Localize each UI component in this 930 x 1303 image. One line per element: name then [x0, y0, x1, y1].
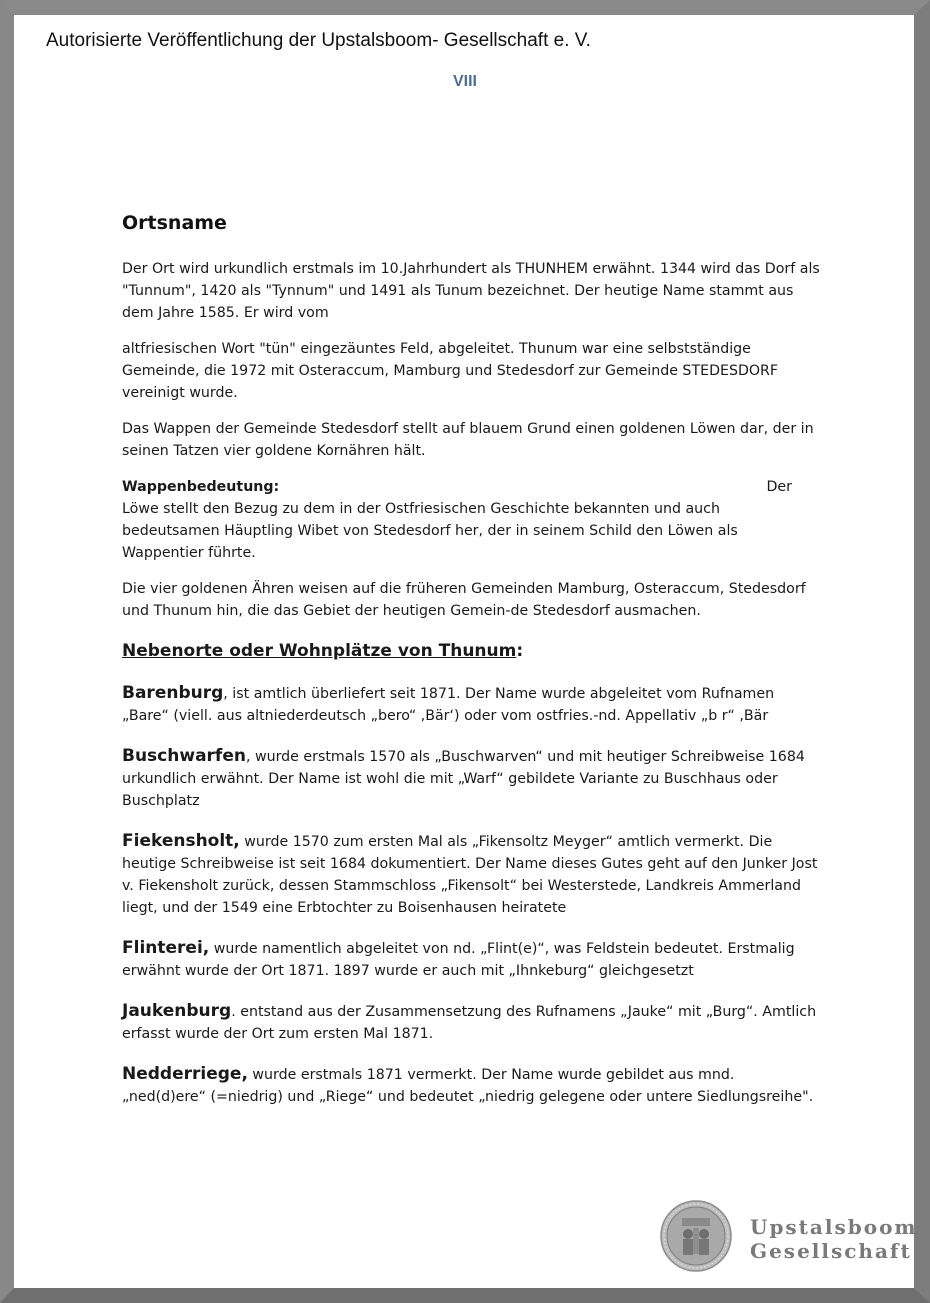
paragraph-wappen-meaning: Löwe stellt den Bezug zu dem in der Ostfriesischen Geschichte bekannten und auch bedeutsamen Häuptling Wibet von Stedesdorf her, der in seinem Schild den Löwen als Wappentier führte. — [122, 501, 738, 561]
logo-line-1: Upstalsboom — [750, 1215, 918, 1239]
entry-name: Barenburg — [122, 683, 224, 703]
wappen-label: Wappenbedeutung: — [122, 479, 280, 495]
entry-name: Nedderriege, — [122, 1064, 248, 1084]
publisher-line: Autorisierte Veröffentlichung der Upstalsboom- Gesellschaft e. V. — [46, 30, 591, 51]
page-number: VIII — [452, 73, 477, 90]
entry-buschwarfen — [122, 745, 822, 812]
entry-name: Buschwarfen — [122, 746, 246, 766]
wappen-header-row — [122, 476, 822, 498]
paragraph-coat-of-arms: Das Wappen der Gemeinde Stedesdorf stellt auf blauem Grund einen goldenen Löwen dar, der in seinen Tatzen vier goldene Kornähren hält. — [122, 421, 814, 459]
nebenorte-heading-suffix: : — [516, 641, 524, 661]
entry-nedderriege — [122, 1063, 822, 1108]
entry-text: wurde erstmals 1871 vermerkt. Der Name wurde gebildet aus mnd. „ned(d)ere“ (=niedrig) und „Riege“ und bedeutet „niedrig gelegene oder untere Siedlungsreihe". — [122, 1067, 814, 1105]
entry-text: , ist amtlich überliefert seit 1871. Der Name wurde abgeleitet vom Rufnamen „Bare“ (viell. aus altniederdeutsch „bero“ ,Bär‘) oder vom ostfries.-nd. Appellativ „b r“ ,Bär — [122, 686, 775, 724]
entry-barenburg — [122, 682, 822, 727]
nebenorte-heading — [122, 640, 822, 662]
entry-name: Jaukenburg — [122, 1001, 232, 1021]
society-logo-text — [750, 1215, 918, 1263]
paragraph-ahren: Die vier goldenen Ähren weisen auf die früheren Gemeinden Mamburg, Osteraccum, Stedesdorf und Thunum hin, die das Gebiet der heutigen Gemein-de Stedesdorf ausmachen. — [122, 581, 806, 619]
document-body — [122, 212, 822, 1126]
entry-fiekensholt — [122, 830, 822, 919]
entry-text: wurde 1570 zum ersten Mal als „Fikensoltz Meyger“ amtlich vermerkt. Die heutige Schreibweise ist seit 1684 dokumentiert. Der Name dieses Gutes geht auf den Junker Jost v. Fiekensholt zurück, dessen Stammschloss „Fikensolt“ bei Westerstede, Landkreis Ammerland liegt, und der 1549 eine Erbtochter zu Boisenhausen heiratete — [122, 834, 818, 916]
entry-name: Flinterei, — [122, 938, 210, 958]
entry-text: . entstand aus der Zusammensetzung des Rufnamens „Jauke“ mit „Burg“. Amtlich erfasst wurde der Ort zum ersten Mal 1871. — [122, 1004, 817, 1042]
section-title: Ortsname — [122, 212, 227, 234]
paragraph-origin: altfriesischen Wort "tün" eingezäuntes Feld, abgeleitet. Thunum war eine selbstständige Gemeinde, die 1972 mit Osteraccum, Mamburg und Stedesdorf zur Gemeinde STEDESDORF vereinigt wurde. — [122, 341, 779, 401]
entry-text: wurde namentlich abgeleitet von nd. „Flint(e)“, was Feldstein bedeutet. Erstmalig erwähnt wurde der Ort 1871. 1897 wurde er auch mit „Ihnkeburg“ gleichgesetzt — [122, 941, 795, 979]
entry-jaukenburg — [122, 1000, 822, 1045]
seal-icon — [660, 1200, 732, 1272]
entry-flinterei — [122, 937, 822, 982]
entry-name: Fiekensholt, — [122, 831, 240, 851]
entry-text: , wurde erstmals 1570 als „Buschwarven“ und mit heutiger Schreibweise 1684 urkundlich erwähnt. Der Name ist wohl die mit „Warf“ gebildete Variante zu Buschhaus oder Buschplatz — [122, 749, 805, 809]
paragraph-history: Der Ort wird urkundlich erstmals im 10.Jahrhundert als THUNHEM erwähnt. 1344 wird das Dorf als "Tunnum", 1420 als "Tynnum" und 1491 als Tunum bezeichnet. Der heutige Name stammt aus dem Jahre 1585. Er wird vom — [122, 261, 820, 321]
wappen-first-word: Der — [766, 479, 792, 495]
nebenorte-heading-text: Nebenorte oder Wohnplätze von Thunum — [122, 641, 517, 661]
logo-line-2: Gesellschaft — [750, 1239, 912, 1263]
